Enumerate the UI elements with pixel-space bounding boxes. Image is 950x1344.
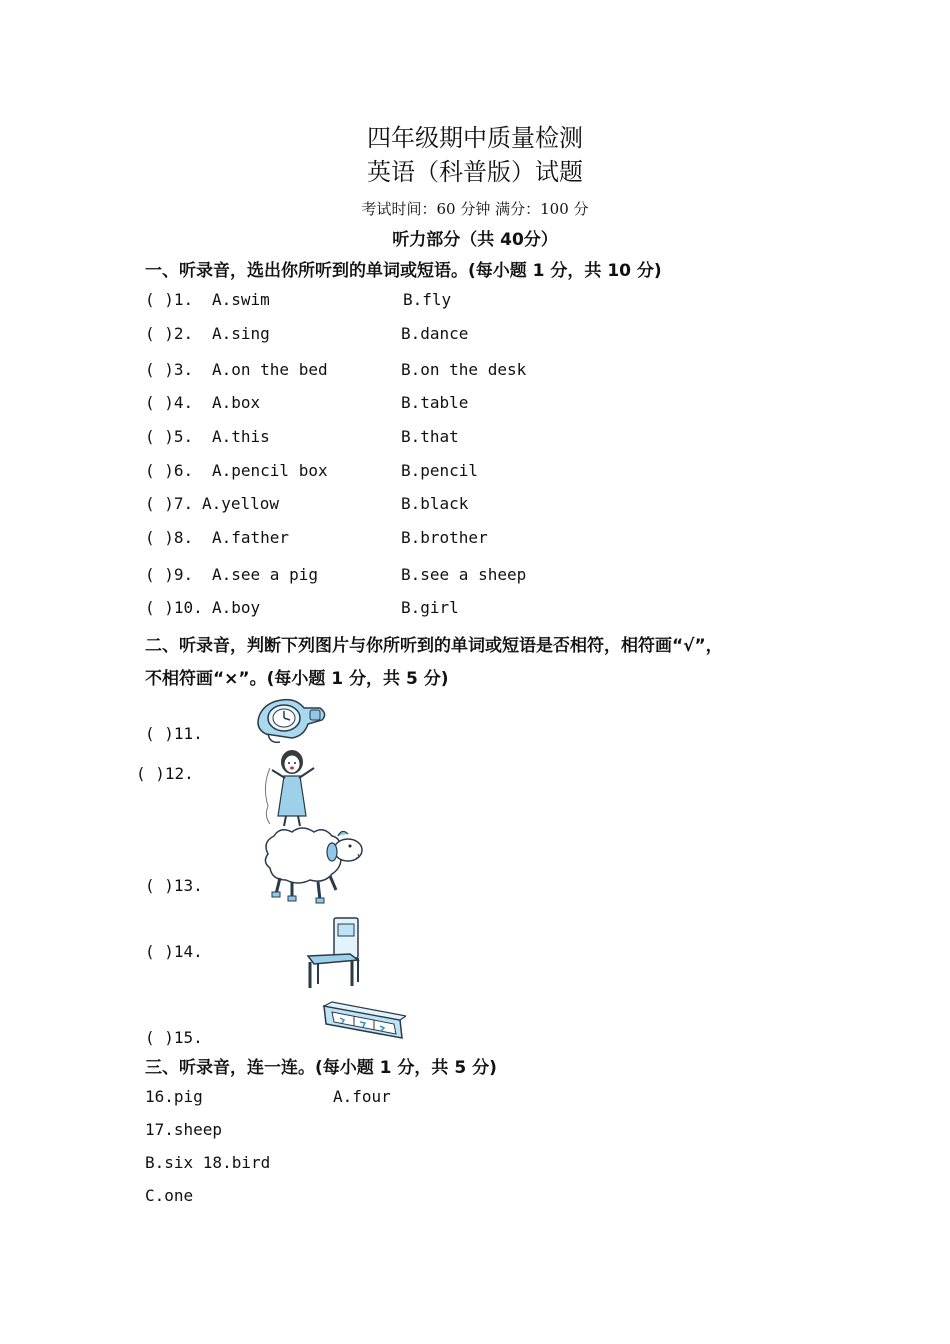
question-number: ( )9. xyxy=(145,565,194,584)
question-number: ( )10. xyxy=(145,598,203,617)
option-a: A.boy xyxy=(212,598,261,617)
picture-question-label: ( )12. xyxy=(136,764,194,783)
option-b: B.fly xyxy=(403,290,452,309)
question-number: ( )1. xyxy=(145,290,194,309)
exam-subtitle: 英语（科普版）试题 xyxy=(367,158,583,186)
option-b: B.pencil xyxy=(401,461,479,480)
option-b: B.girl xyxy=(401,598,459,617)
question-number: ( )3. xyxy=(145,360,194,379)
match-right-item: C.one xyxy=(145,1186,194,1205)
chair-icon xyxy=(302,914,364,992)
pencil-box-icon xyxy=(320,1000,406,1044)
sheep-icon xyxy=(262,824,368,908)
option-b: B.that xyxy=(401,427,459,446)
option-a: A.yellow xyxy=(202,494,280,513)
section1-heading: 一、听录音，选出你所听到的单词或短语。(每小题 1 分，共 10 分) xyxy=(145,261,662,281)
match-right-item: A.four xyxy=(333,1087,391,1106)
option-a: A.sing xyxy=(212,324,270,343)
exam-info: 考试时间：60 分钟 满分：100 分 xyxy=(361,200,589,218)
option-b: B.brother xyxy=(401,528,488,547)
question-number: ( )7. xyxy=(145,494,194,513)
watch-icon xyxy=(252,694,330,744)
option-a: A.this xyxy=(212,427,270,446)
question-number: ( )2. xyxy=(145,324,194,343)
section2-heading-line2: 不相符画“×”。(每小题 1 分，共 5 分) xyxy=(145,669,449,689)
question-number: ( )6. xyxy=(145,461,194,480)
option-b: B.black xyxy=(401,494,469,513)
option-b: B.on the desk xyxy=(401,360,527,379)
option-b: B.see a sheep xyxy=(401,565,527,584)
exam-title: 四年级期中质量检测 xyxy=(367,124,583,152)
picture-question-label: ( )15. xyxy=(145,1028,203,1047)
option-a: A.father xyxy=(212,528,290,547)
option-a: A.swim xyxy=(212,290,270,309)
match-mixed-item: B.six 18.bird xyxy=(145,1153,271,1172)
option-a: A.on the bed xyxy=(212,360,328,379)
girl-singing-icon xyxy=(256,746,328,828)
question-number: ( )8. xyxy=(145,528,194,547)
question-number: ( )4. xyxy=(145,393,194,412)
picture-question-label: ( )11. xyxy=(145,724,203,743)
section2-heading-line1: 二、听录音，判断下列图片与你所听到的单词或短语是否相符，相符画“√”， xyxy=(145,636,723,656)
match-left-item: 16.pig xyxy=(145,1087,203,1106)
picture-question-label: ( )13. xyxy=(145,876,203,895)
section3-heading: 三、听录音，连一连。(每小题 1 分，共 5 分) xyxy=(145,1058,497,1078)
option-b: B.table xyxy=(401,393,469,412)
option-a: A.box xyxy=(212,393,261,412)
option-b: B.dance xyxy=(401,324,469,343)
part-title: 听力部分（共 40分） xyxy=(392,230,558,250)
option-a: A.pencil box xyxy=(212,461,328,480)
question-number: ( )5. xyxy=(145,427,194,446)
picture-question-label: ( )14. xyxy=(145,942,203,961)
match-left-item: 17.sheep xyxy=(145,1120,223,1139)
option-a: A.see a pig xyxy=(212,565,318,584)
